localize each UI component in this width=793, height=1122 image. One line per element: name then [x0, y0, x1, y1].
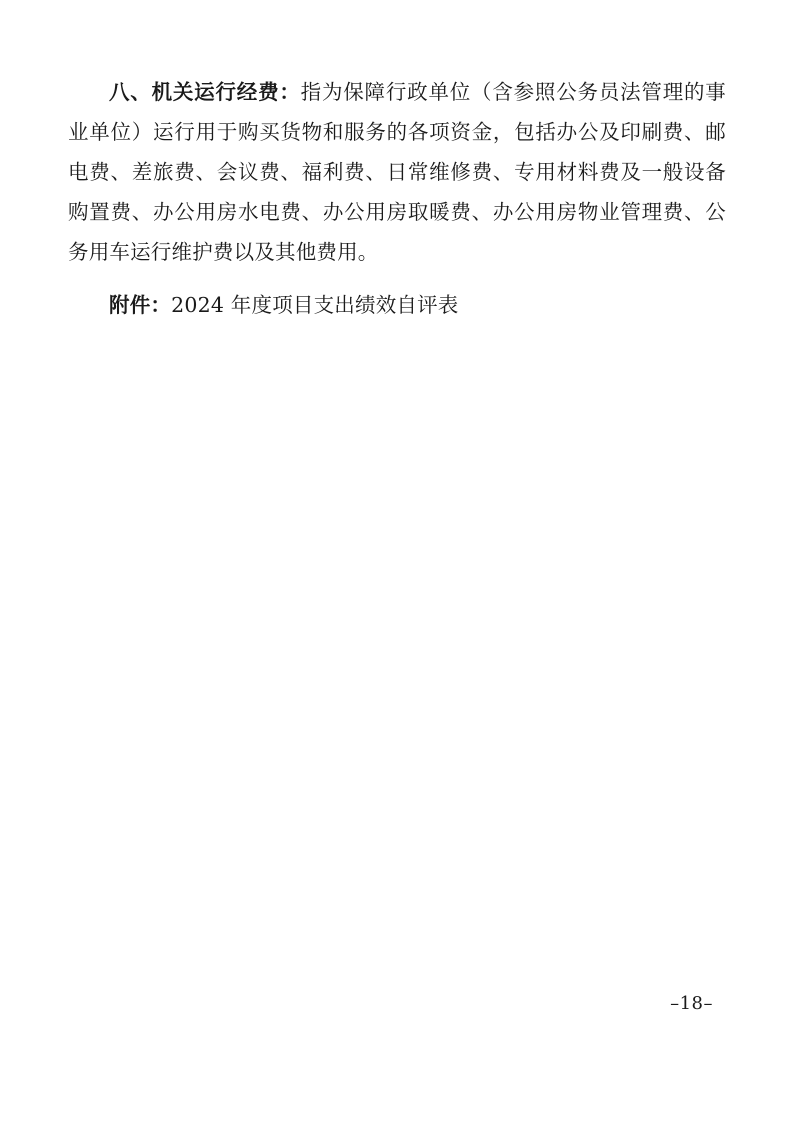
attachment-line [68, 285, 726, 325]
attachment-label: 附件： [109, 293, 172, 317]
page-number: –18– [670, 993, 713, 1014]
section-body: 指为保障行政单位（含参照公务员法管理的事业单位）运行用于购买货物和服务的各项资金，包括办公及印刷费、邮电费、差旅费、会议费、福利费、日常维修费、专用材料费及一般设备购置费、办公用房水电费、办公用房取暖费、办公用房物业管理费、公务用车运行维护费以及其他费用。 [68, 80, 726, 264]
page-content [68, 72, 726, 325]
section-paragraph [68, 72, 726, 272]
attachment-title: 2024 年度项目支出绩效自评表 [171, 293, 459, 317]
section-heading: 八、机关运行经费： [109, 80, 301, 104]
